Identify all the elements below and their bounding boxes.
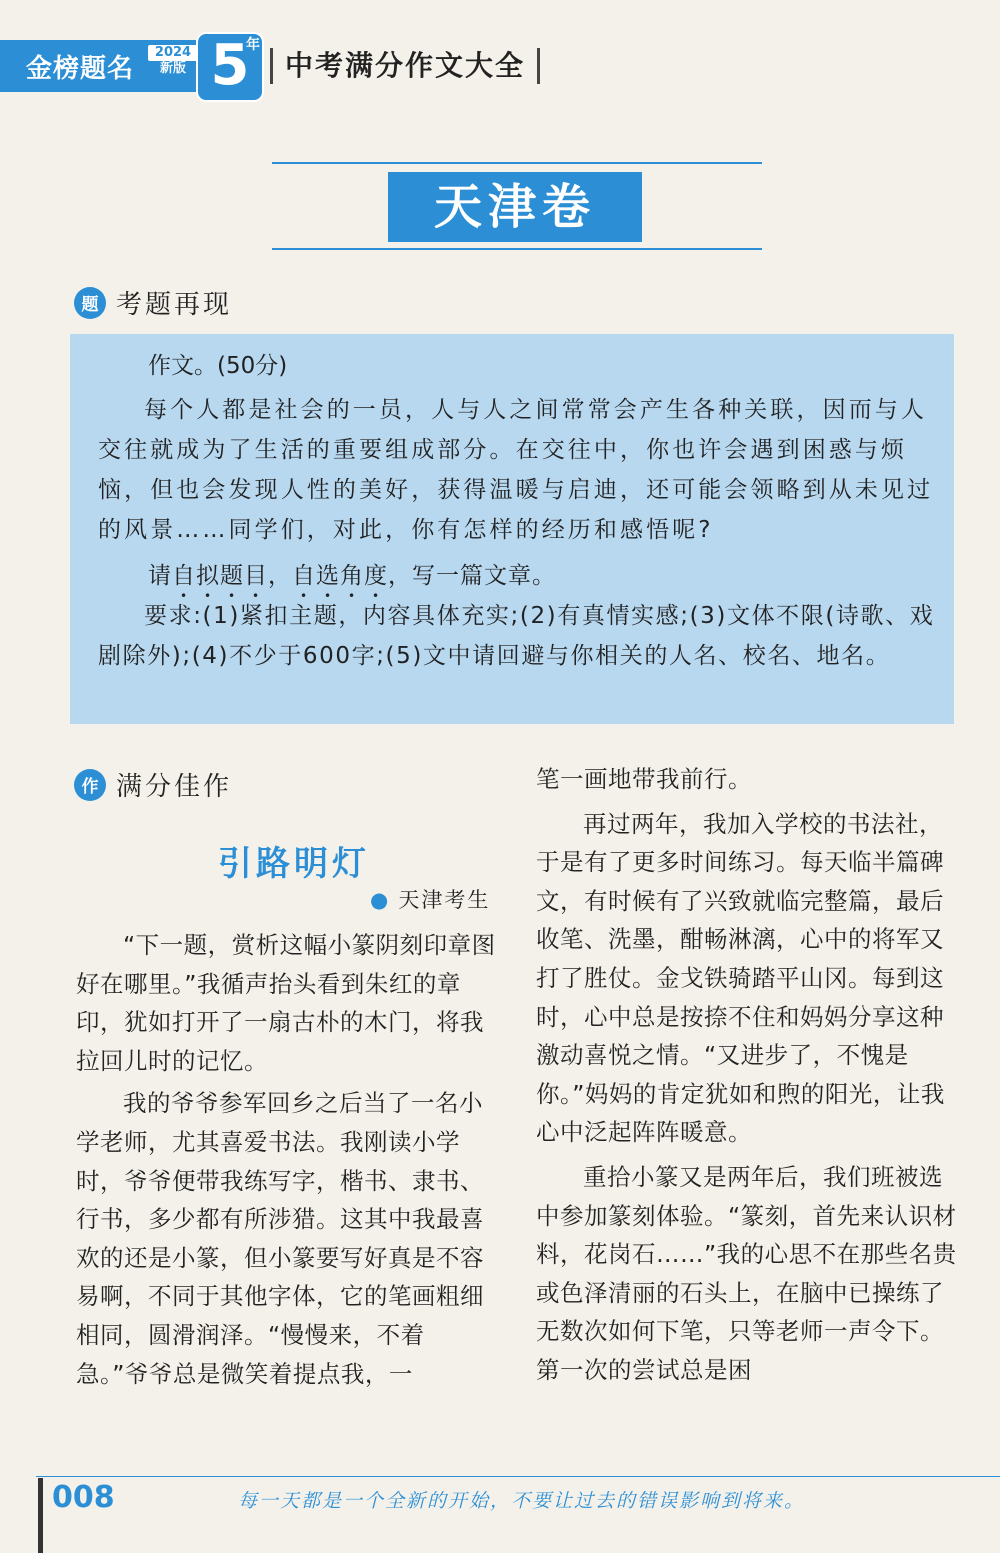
essay-section-label [74, 766, 232, 803]
edition-year: 2024 [148, 45, 198, 61]
section-rule-top [272, 162, 762, 164]
bullet-icon: ● [370, 888, 391, 912]
essay-paragraph: 重拾小篆又是两年后，我们班被选中参加篆刻体验。“篆刻，首先来认识材料，花岗石……”我的心思不在那些名贵或色泽清丽的石头上，在脑中已操练了无数次如何下笔，只等老师一声令下。第一次的尝试总是困 [536, 1162, 957, 1384]
years-badge-number: 5 [210, 33, 250, 98]
essay-section-text: 满分佳作 [116, 772, 233, 802]
question-icon: 题 [74, 287, 106, 319]
prompt-heading: 作文。(50分) [148, 353, 288, 379]
footer-rule [36, 1476, 1000, 1477]
brand-name: 金榜题名 [26, 53, 135, 84]
page-number: 008 [52, 1480, 115, 1515]
prompt-task-post: ，写一篇文章。 [388, 563, 556, 589]
exam-section-text: 考题再现 [116, 290, 233, 320]
essay-column-right [536, 760, 960, 1390]
essay-paragraph: “下一题，赏析这幅小篆阴刻印章图好在哪里。”我循声抬头看到朱红的章印，犹如打开了一扇古朴的木门，将我拉回儿时的记忆。 [76, 931, 496, 1075]
essay-continuation: 笔一画地带我前行。 [536, 765, 752, 793]
section-title: 天津卷 [388, 172, 642, 242]
edition-label: 新版 [159, 61, 186, 76]
edition-tag [148, 45, 198, 77]
series-title: 中考满分作文大全 [270, 48, 540, 84]
essay-column-left [76, 926, 496, 1393]
years-badge [196, 32, 264, 102]
exam-section-label [74, 284, 232, 321]
prompt-task-pre: 请 [148, 563, 172, 589]
essay-paragraph: 我的爷爷参军回乡之后当了一名小学老师，尤其喜爱书法。我刚读小学时，爷爷便带我练写字，楷书、隶书、行书，多少都有所涉猎。这其中我最喜欢的还是小篆，但小篆要写好真是不容易啊，不同于其他字体，它的笔画粗细相同，圆滑润泽。“慢慢来，不着急。”爷爷总是微笑着提点我，一 [76, 1089, 484, 1388]
essay-title: 引路明灯 [218, 844, 370, 884]
essay-icon: 作 [74, 769, 106, 801]
essay-paragraph: 再过两年，我加入学校的书法社，于是有了更多时间练习。每天临半篇碑文，有时候有了兴致就临完整篇，最后收笔、洗墨，酣畅淋漓，心中的将军又打了胜仗。金戈铁骑踏平山冈。每到这时，心中总是按捺不住和妈妈分享这种激动喜悦之情。“又进步了，不愧是你。”妈妈的肯定犹如和煦的阳光，让我心中泛起阵阵暖意。 [536, 809, 945, 1147]
prompt-box [70, 334, 954, 724]
footer-motto: 每一天都是一个全新的开始，不要让过去的错误影响到将来。 [238, 1490, 806, 1512]
section-rule-bottom [272, 248, 762, 250]
years-badge-suffix: 年 [246, 37, 260, 53]
prompt-requirements: 要求:(1)紧扣主题，内容具体充实;(2)有真情实感;(3)文体不限(诗歌、戏剧除外);(4)不少于600字;(5)文中请回避与你相关的人名、校名、地名。 [98, 603, 935, 669]
footer-edge-bar [38, 1478, 43, 1553]
essay-author-text: 天津考生 [398, 888, 491, 912]
essay-author [370, 884, 490, 914]
prompt-body: 每个人都是社会的一员，人与人之间常常会产生各种关联，因而与人交往就成为了生活的重要组成部分。在交往中，你也许会遇到困惑与烦恼，但也会发现人性的美好，获得温暖与启迪，还可能会领略到从未见过的风景……同学们，对此，你有怎样的经历和感悟呢? [98, 397, 934, 543]
prompt-task-emphasis: 自拟题目，自选角度 [172, 563, 388, 589]
